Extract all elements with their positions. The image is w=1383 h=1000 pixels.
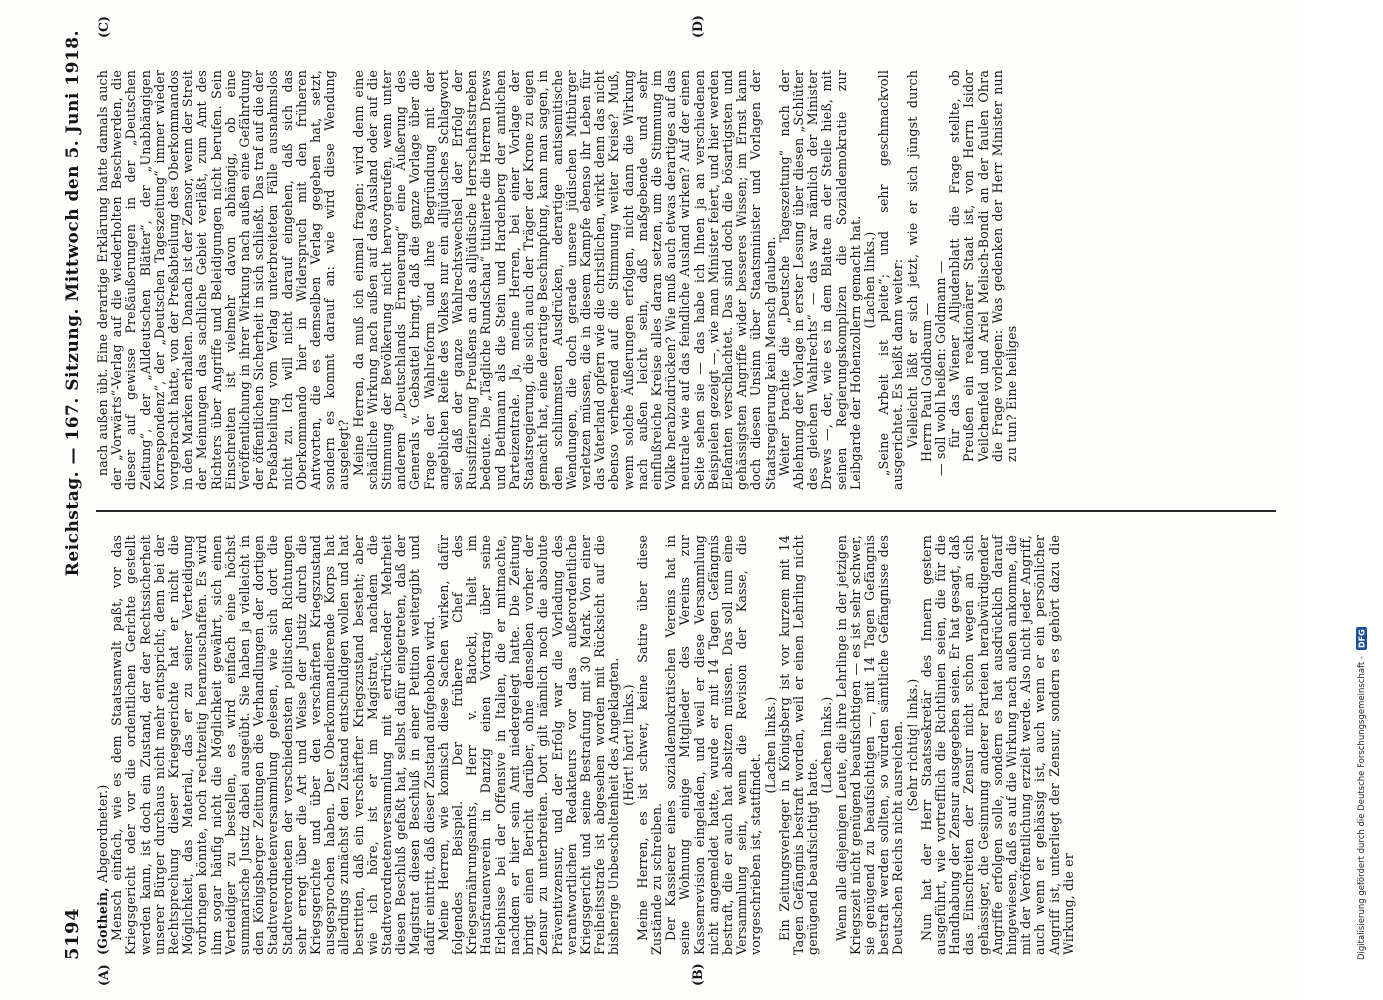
paragraph: Der Kassierer eines sozialdemokratischen Vereins hat in seine Wohnung einige Mitglieder des Vereins zur Kassenrevision eingeladen, und weil er diese Versammlung nicht angemeldet hatte, wurde er mit 14 Tagen Gefängnis bestraft, die er auch hat absitzen müssen. Das soll nun eine Versammlung sein, wenn die Revision der Kasse, die vorgeschrieben ist, stattfindet.	[663, 535, 764, 955]
interjection: (Lachen links.)	[819, 696, 835, 794]
paragraph: Ein Zeitungsverleger in Königsberg ist vor kurzem mit 14 Tagen Gefängnis bestraft worden, weil er einen Lehrling nicht genügend beaufsichtigt hatte.	[776, 535, 821, 955]
paragraph: Meine Herren, es ist schwer, keine Satire über diese Zustände zu schreiben.	[634, 535, 664, 955]
interjection: (Hört! hört! links.)	[620, 684, 636, 806]
paragraph: Mensch einfach, wie es dem Staatsanwalt paßt, vor das Kriegsgericht oder vor die ordentlichen Gerichte gestellt werden kann, ist doch ein Zustand, der der Rechtssicherheit unserer Bürger durchaus nicht mehr entspricht; denn bei der Rechtsprechung dieser Kriegsgerichte hat er nicht die Möglichkeit, das Material, das er zu seiner Verteidigung vorbringen könnte, noch rechtzeitig heranzuschaffen. Es wird ihm sogar häufig nicht die Möglichkeit gewährt, sich einen Verteidiger zu bestellen, es wird einfach eine höchst summarische Justiz dabei ausgeübt. Sie haben ja vielleicht in den Königsberger Zeitungen die Verhandlungen der dortigen Stadtverordnetenversammlung gelesen, wie sich dort die Stadtverordneten der verschiedensten politischen Richtungen sehr erregt über die Art und Weise der Justiz durch die Kriegsgerichte und über den verschärften Kriegszustand ausgesprochen haben. Der Oberkommandierende Korps hat allerdings zunächst den Zustand entschuldigen wollen und hat bestritten, daß ein verschärfter Kriegszustand besteht; aber wie ich höre, ist er im Magistrat, nachdem die Stadtverordnetenversammlung mit erdrückender Mehrheit diesen Beschluß gefaßt hat, selbst dafür eingetreten, daß der Magistrat diesen Beschluß in einer Petition weitergibt und dafür eintritt, daß dieser Zustand aufgehoben wird.	[109, 535, 437, 955]
paragraph: Meine Herren, wie komisch diese Sachen wirken, dafür folgendes Beispiel. Der frühere Chef des Kriegsernährungsamts, Herr v. Batocki, hielt im Hausfrauenverein in Danzig einen Vortrag über seine Erlebnisse bei der Offensive in Italien, die er mitmachte, nachdem er hier sein Amt niedergelegt hatte. Die Zeitung bringt einen Bericht darüber, ohne denselben vorher der Zensur zu unterbreiten. Dort gilt nämlich noch die absolute Präventivzensur, und der Erfolg war die Vorladung des verantwortlichen Redakteurs vor das außerordentliche Kriegsgericht und seine Bestrafung mit 30 Mark. Von einer Freiheitsstrafe ist abgesehen worden mit Rücksicht auf die bisherige Unbescholtenheit des Angeklagten.	[435, 535, 622, 955]
dfg-logo: DFG	[1357, 629, 1367, 649]
interjection: (Sehr richtig! links.)	[904, 678, 920, 812]
page-number: 5194	[62, 907, 83, 960]
interjection: (Lachen links.)	[762, 696, 778, 794]
speaker-role: Abgeordneter.)	[95, 784, 110, 883]
paragraph: Wenn alle diejenigen Leute, die ihre Lehrlinge in der jetzigen Kriegszeit nicht genügend beaufsichtigen — es ist sehr schwer, sie genügend zu beaufsichtigen —, mit 14 Tagen Gefängnis bestraft werden sollten, so würden sämtliche Gefängnisse des Deutschen Reichs nicht ausreichen.	[833, 535, 906, 955]
section-marker-d: (D)	[690, 15, 705, 38]
quotation: Vielleicht läßt er sich jetzt, wie er sich jüngst durch Herrn Paul Goldbaum —	[904, 70, 934, 462]
page-header	[62, 30, 86, 960]
paragraph: nach außen übt. Eine derartige Erklärung hatte damals auch der „Vorwärts“-Verlag auf die wiederholten Beschwerden, die dieser auf gewisse Preßäußerungen in der „Deutschen Zeitung“, der „Alldeutschen Blätter“, der „Unabhängigen Korrespondenz“, der „Deutschen Tageszeitung“ immer wieder vorgebracht hatte, von der Preßabteilung des Oberkommandos in den Marken erhalten. Danach ist der Zensor, wenn der Streit der Meinungen das sachliche Gebiet verläßt, zum Amt des Richters über Angriffe und Beleidigungen nicht berufen. Sein Einschreiten ist vielmehr davon abhängig, ob eine Veröffentlichung in ihrer Wirkung nach außen eine Gefährdung der öffentlichen Sicherheit in sich schließt. Das traf auf die der Preßabteilung vom Verlag unterbreiteten Fälle ausnahmslos nicht zu. Ich will nicht darauf eingehen, daß sich das Oberkommando hier in Widerspruch mit den früheren Antworten, die es demselben Verlag gegeben hat, setzt, sondern es kommt darauf an: wie wird diese Wendung ausgelegt?	[95, 70, 352, 490]
paragraph: — soll wohl heißen: Goldmann —	[932, 260, 948, 476]
paragraph: Nun hat der Herr Staatssekretär des Innern gestern ausgeführt, wie vortrefflich die Richtlinien seien, die für die Handhabung der Zensur ausgegeben seien. Er hat gesagt, daß das Einschreiten der Zensur nicht schon wegen an sich gehässiger, die Gesinnung anderer Parteien herabwürdigender Angriffe erfolgen solle, sondern es hat ausdrücklich darauf hingewiesen, daß es auf die Wirkung nach außen ankomme, die mit der Veröffentlichung erzielt werde. Also nicht jeder Angriff, auch wenn er gehässig ist, auch wenn er ein persönlicher Angriff ist, unterliegt der Zensur, sondern es gehört dazu die Wirkung, die er	[918, 535, 1076, 955]
interjection: (Lachen links.)	[861, 231, 877, 329]
funding-note: Digitalisierung gefördert durch die Deutsche Forschungsgemeinschaft -	[1357, 656, 1367, 960]
side-note	[1353, 40, 1371, 960]
speaker-name: (Gothein,	[95, 882, 110, 955]
quotation: für das Wiener Alljudenblatt die Frage stellte, ob Preußen ein reaktionärer Staat ist, von Herrn Isidor Veilchenfeld und Ariel Melisch-Bondi an der faulen Ohra die Frage vorlegen: Was gedenken der Herr Minister nun zu tun? Eine heiliges	[947, 70, 1019, 462]
paragraph: „Seine Arbeit ist pleite“; und sehr geschmackvoll ausgerichtet. Es heißt dann weiter:	[876, 70, 906, 490]
paragraph: Weiter brachte die „Deutsche Tageszeitung“ nach der Ablehnung der Vorlage in erster Lesung über diesen „Schlüter des gleichen Wahlrechts“ — das war nämlich der Minister Drews —, der, wie es in dem Blatte an der Stelle hieß, mit seinen Regierungskomplizen die Sozialdemokratie zur Leibgarde der Hohenzollern gemacht hat.	[776, 70, 863, 490]
section-marker-a: (A)	[96, 964, 111, 986]
left-column	[96, 535, 1076, 955]
section-marker-b: (B)	[690, 963, 705, 986]
paragraph: Meine Herren, da muß ich einmal fragen: wird denn eine schädliche Wirkung nach außen auf das Ausland oder auf die Stimmung der Bevölkerung nicht hervorgerufen, wenn unter anderem „Deutschlands Erneuerung“ eine Äußerung des Generals v. Gebsattel bringt, daß die ganze Vorlage über die Frage der Wahlreform und ihre Begründung mit der angeblichen Reife des Volkes nur ein alljüdisches Schlagwort sei, daß der ganze Wahlrechtswechsel der Erfolg der Russifizierung Preußens an das alljüdische Herrschaftsstreben bedeute. Die „Tägliche Rundschau“ titulierte die Herren Drews und Bethmann als die Stein und Hardenberg der amtlichen Parteizentrale. Ja, meine Herren, bei einer Vorlage der Staatsregierung, die sich auch der Träger der Krone zu eigen gemacht hat, eine derartige Beschimpfung, kann man sagen, in den schlimmsten Ausdrücken, derartige antisemitische Wendungen, die doch gerade unsere jüdischen Mitbürger verletzen müssen, die in diesem Kampfe ebenso ihr Leben für das Vaterland opfern wie die christlichen, wirkt denn das nicht ebenso verheerend auf die Stimmung weiter Kreise? Muß, wenn solche Äußerungen erfolgen, nicht dann die Wirkung nach außen leicht sein, daß maßgebende und sehr einflußreiche Kreise alles daran setzen, um die Stimmung im Volke herabzudrücken? Wie muß auch etwas derartiges auf das neutrale wie auf das feindliche Ausland wirken? Auf der einen Seite sehen sie — das habe ich Ihnen ja an verschiedenen Beispielen gezeigt —, wie man Minister feiert, und hier werden Elefanten verschlachtet. Das sind doch die bösartigsten und gehässigsten Angriffe wider besseres Wissen; im Ernst kann doch diesen Unsinn über Staatsminister und Vorlagen der Staatsregierung kein Mensch glauben.	[350, 70, 778, 490]
paragraph	[96, 535, 110, 955]
right-column	[96, 70, 1019, 490]
section-marker-c: (C)	[96, 16, 111, 38]
page-title: Reichstag. — 167. Sitzung. Mittwoch den 5. Juni 1918.	[63, 30, 83, 577]
column-divider	[96, 511, 1276, 513]
